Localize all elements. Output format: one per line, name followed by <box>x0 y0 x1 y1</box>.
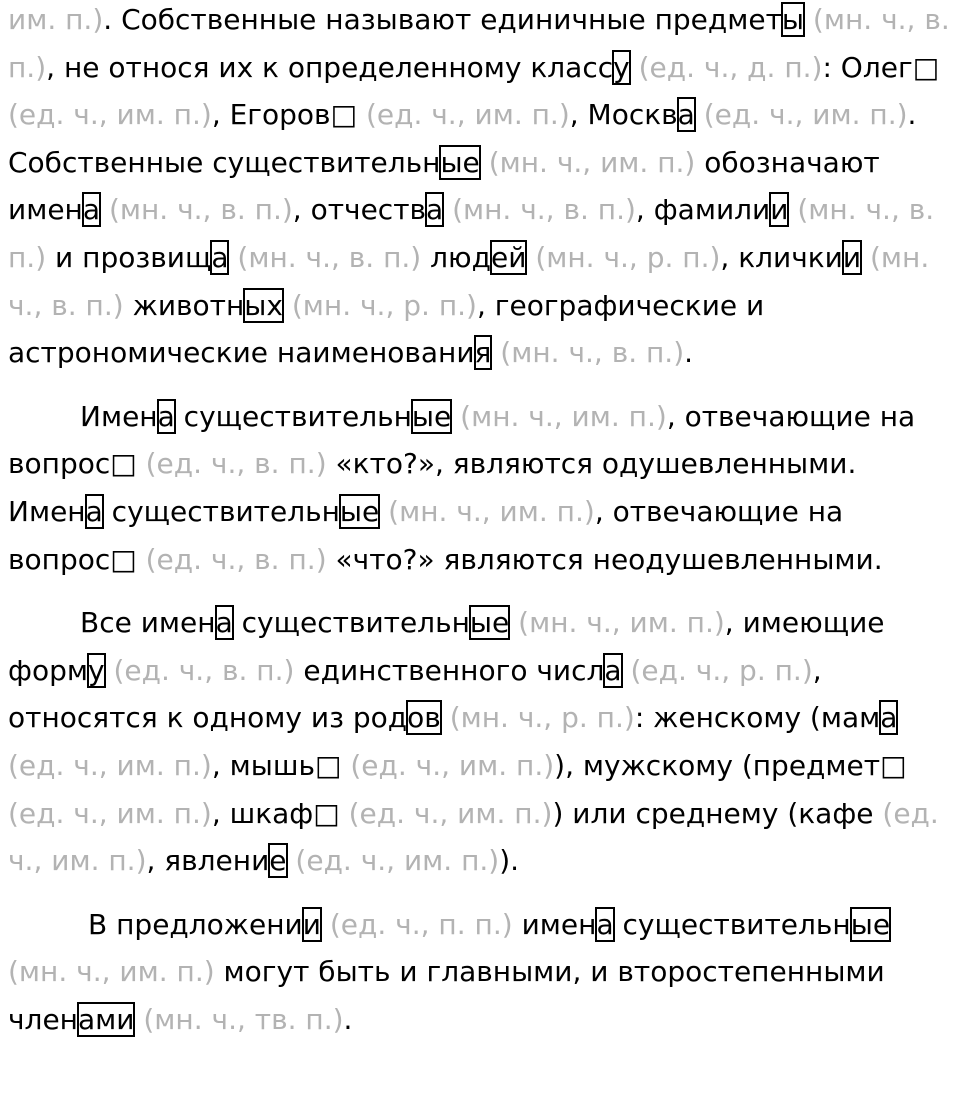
zero-ending-box: □ <box>880 748 907 782</box>
grammar-note: (мн. ч., в. п.) <box>237 240 422 274</box>
text-segment <box>788 193 797 226</box>
grammar-note: (ед. ч., в. п.) <box>145 542 327 576</box>
text-segment: . <box>343 1002 353 1036</box>
paragraph-sentence-members <box>8 901 952 1044</box>
ending-highlight: а <box>215 606 233 640</box>
ending-highlight: а <box>604 653 622 687</box>
text-segment <box>861 241 870 274</box>
text-segment: и прозвищ <box>46 240 212 274</box>
grammar-note: (мн. ч., в. п.) <box>108 193 293 227</box>
text-segment <box>341 749 350 782</box>
text-segment: , имеющие форм <box>8 606 885 687</box>
ending-highlight: ые <box>469 606 510 640</box>
grammar-note: (мн. ч., в. п.) <box>8 3 950 84</box>
ending-highlight: у <box>613 50 630 84</box>
grammar-note: (мн. ч., в. п.) <box>452 193 636 227</box>
grammar-note: (мн. ч., в. п.) <box>8 193 935 274</box>
grammar-note: (ед. ч., им. п.) <box>8 796 212 830</box>
text-segment <box>443 193 452 226</box>
ending-highlight: у <box>87 653 105 687</box>
grammar-note: (ед. ч., в. п.) <box>145 447 327 481</box>
ending-highlight: е <box>269 844 287 878</box>
grammar-note: (мн. ч., р. п.) <box>449 701 635 735</box>
ending-highlight: а <box>211 240 229 274</box>
text-segment: , отвечающие на вопрос <box>8 494 844 576</box>
text-segment: Все имен <box>80 606 216 640</box>
grammar-note: (ед. ч., им. п.) <box>365 98 570 132</box>
ending-highlight: а <box>85 494 103 528</box>
ending-highlight: а <box>677 98 695 132</box>
text-segment: могут быть и главными, и второстепенными член <box>8 955 885 1036</box>
ending-highlight: а <box>157 399 175 433</box>
text-segment: : женскому (мам <box>634 701 881 735</box>
grammar-note: (мн. ч., р. п.) <box>291 288 477 322</box>
text-segment: , Москв <box>569 98 678 132</box>
zero-ending-box: □ <box>110 542 137 576</box>
text-segment: «кто?», являются одушевленными. Имен <box>8 447 857 528</box>
grammar-note: (мн. ч., им. п.) <box>518 606 725 640</box>
grammar-note: (мн. ч., в. п.) <box>8 240 930 322</box>
text-segment: существительн <box>232 606 470 640</box>
grammar-note: им. п.) <box>8 3 104 36</box>
ending-highlight: ых <box>244 288 283 322</box>
text-segment: . Собственные существительн <box>8 98 917 179</box>
paragraph-proper-nouns <box>8 0 952 377</box>
ending-highlight: а <box>426 193 444 227</box>
ending-highlight: ые <box>440 145 480 179</box>
ending-highlight: я <box>474 336 492 370</box>
ending-highlight: и <box>302 907 321 941</box>
grammar-note: (ед. ч., им. п.) <box>350 748 555 782</box>
text-segment: существительн <box>102 494 340 528</box>
grammar-note: (ед. ч., им. п.) <box>703 98 908 132</box>
grammar-note: (ед. ч., им. п.) <box>295 844 500 878</box>
text-segment: , Егоров <box>211 98 331 132</box>
text-segment <box>526 241 535 274</box>
grammar-note: (мн. ч., им. п.) <box>488 145 696 179</box>
text-segment: имен <box>512 907 597 941</box>
grammar-note: (ед. ч., п. п.) <box>329 907 513 941</box>
text-segment: Имен <box>80 399 158 433</box>
grammar-note: (ед. ч., им. п.) <box>8 98 212 132</box>
ending-highlight: ые <box>850 907 891 941</box>
grammar-note: (мн. ч., им. п.) <box>460 399 667 433</box>
text-segment: : Олег <box>822 50 913 84</box>
text-segment <box>340 797 349 830</box>
zero-ending-box: □ <box>314 748 342 782</box>
grammar-note: (мн. ч., в. п.) <box>500 336 685 370</box>
grammar-note: (мн. ч., им. п.) <box>388 494 595 528</box>
text-segment <box>283 289 292 322</box>
grammar-note: (ед. ч., им. п.) <box>8 748 212 782</box>
ending-highlight: ов <box>407 701 441 735</box>
grammar-note: (мн. ч., им. п.) <box>8 955 215 989</box>
text-segment: . Собственные называют единичные предмет <box>103 3 782 36</box>
text-segment <box>804 3 813 36</box>
text-segment: , относятся к одному из род <box>8 653 822 735</box>
text-segment <box>137 447 146 480</box>
text-segment: , мышь <box>211 748 315 782</box>
text-segment: обозначают имен <box>8 145 880 227</box>
text-segment <box>451 400 460 433</box>
text-segment <box>137 543 146 576</box>
ending-highlight: ей <box>490 240 527 274</box>
grammar-note: (ед. ч., им. п.) <box>348 796 553 830</box>
text-segment: ) или среднему (кафе <box>552 796 883 830</box>
ending-highlight: а <box>82 193 101 227</box>
ending-highlight: ами <box>77 1002 135 1036</box>
text-segment: , шкаф <box>211 796 314 830</box>
text-segment: , географические и астрономические наименовани <box>8 288 765 370</box>
ending-highlight: ы <box>781 3 805 36</box>
text-segment <box>480 146 489 179</box>
grammar-note: (мн. ч., р. п.) <box>535 240 721 274</box>
ending-highlight: ые <box>339 494 380 528</box>
zero-ending-box: □ <box>330 98 358 132</box>
paragraph-noun-genders <box>8 599 952 885</box>
text-segment <box>357 98 366 131</box>
text-segment: В предложени <box>88 907 303 941</box>
text-segment <box>695 98 704 131</box>
grammar-note: (ед. ч., д. п.) <box>638 50 823 84</box>
text-segment <box>441 701 450 734</box>
ending-highlight: и <box>842 240 862 274</box>
ending-highlight: а <box>596 907 614 941</box>
zero-ending-box: □ <box>110 447 137 481</box>
text-segment <box>100 193 109 226</box>
grammar-note: (ед. ч., в. п.) <box>113 653 295 687</box>
text-segment: существительн <box>174 399 412 433</box>
grammar-note: (ед. ч., р. п.) <box>630 653 813 687</box>
text-segment: , не относя их к определенному класс <box>46 50 614 84</box>
text-segment: животн <box>123 288 245 322</box>
text-segment: , отвечающие на вопрос <box>8 399 916 481</box>
text-segment: , явлени <box>146 844 270 878</box>
text-segment: ), мужскому (предмет <box>554 748 881 782</box>
text-segment <box>379 495 388 528</box>
ending-highlight: ые <box>411 399 452 433</box>
text-segment: ). <box>499 844 520 878</box>
text-segment <box>321 908 330 941</box>
text-segment <box>630 51 639 84</box>
text-segment: , клички <box>720 240 843 274</box>
zero-ending-box: □ <box>912 50 940 84</box>
ending-highlight: а <box>880 701 898 735</box>
text-segment: единственного числ <box>294 653 605 687</box>
zero-ending-box: □ <box>313 796 340 830</box>
paragraph-animate-nouns <box>8 393 952 583</box>
text-segment <box>509 606 518 639</box>
text-segment: . <box>684 336 694 370</box>
ending-highlight: и <box>770 193 789 227</box>
text-segment: «что?» являются неодушевленными. <box>326 542 883 576</box>
grammar-note: (ед. ч., им. п.) <box>8 796 939 878</box>
text-segment: , фамили <box>635 193 771 227</box>
text-segment: люд <box>421 240 491 274</box>
text-segment: , отчеств <box>292 193 426 227</box>
text-segment: существительн <box>613 907 851 941</box>
grammar-note: (мн. ч., тв. п.) <box>143 1002 344 1036</box>
text-segment <box>491 336 500 369</box>
